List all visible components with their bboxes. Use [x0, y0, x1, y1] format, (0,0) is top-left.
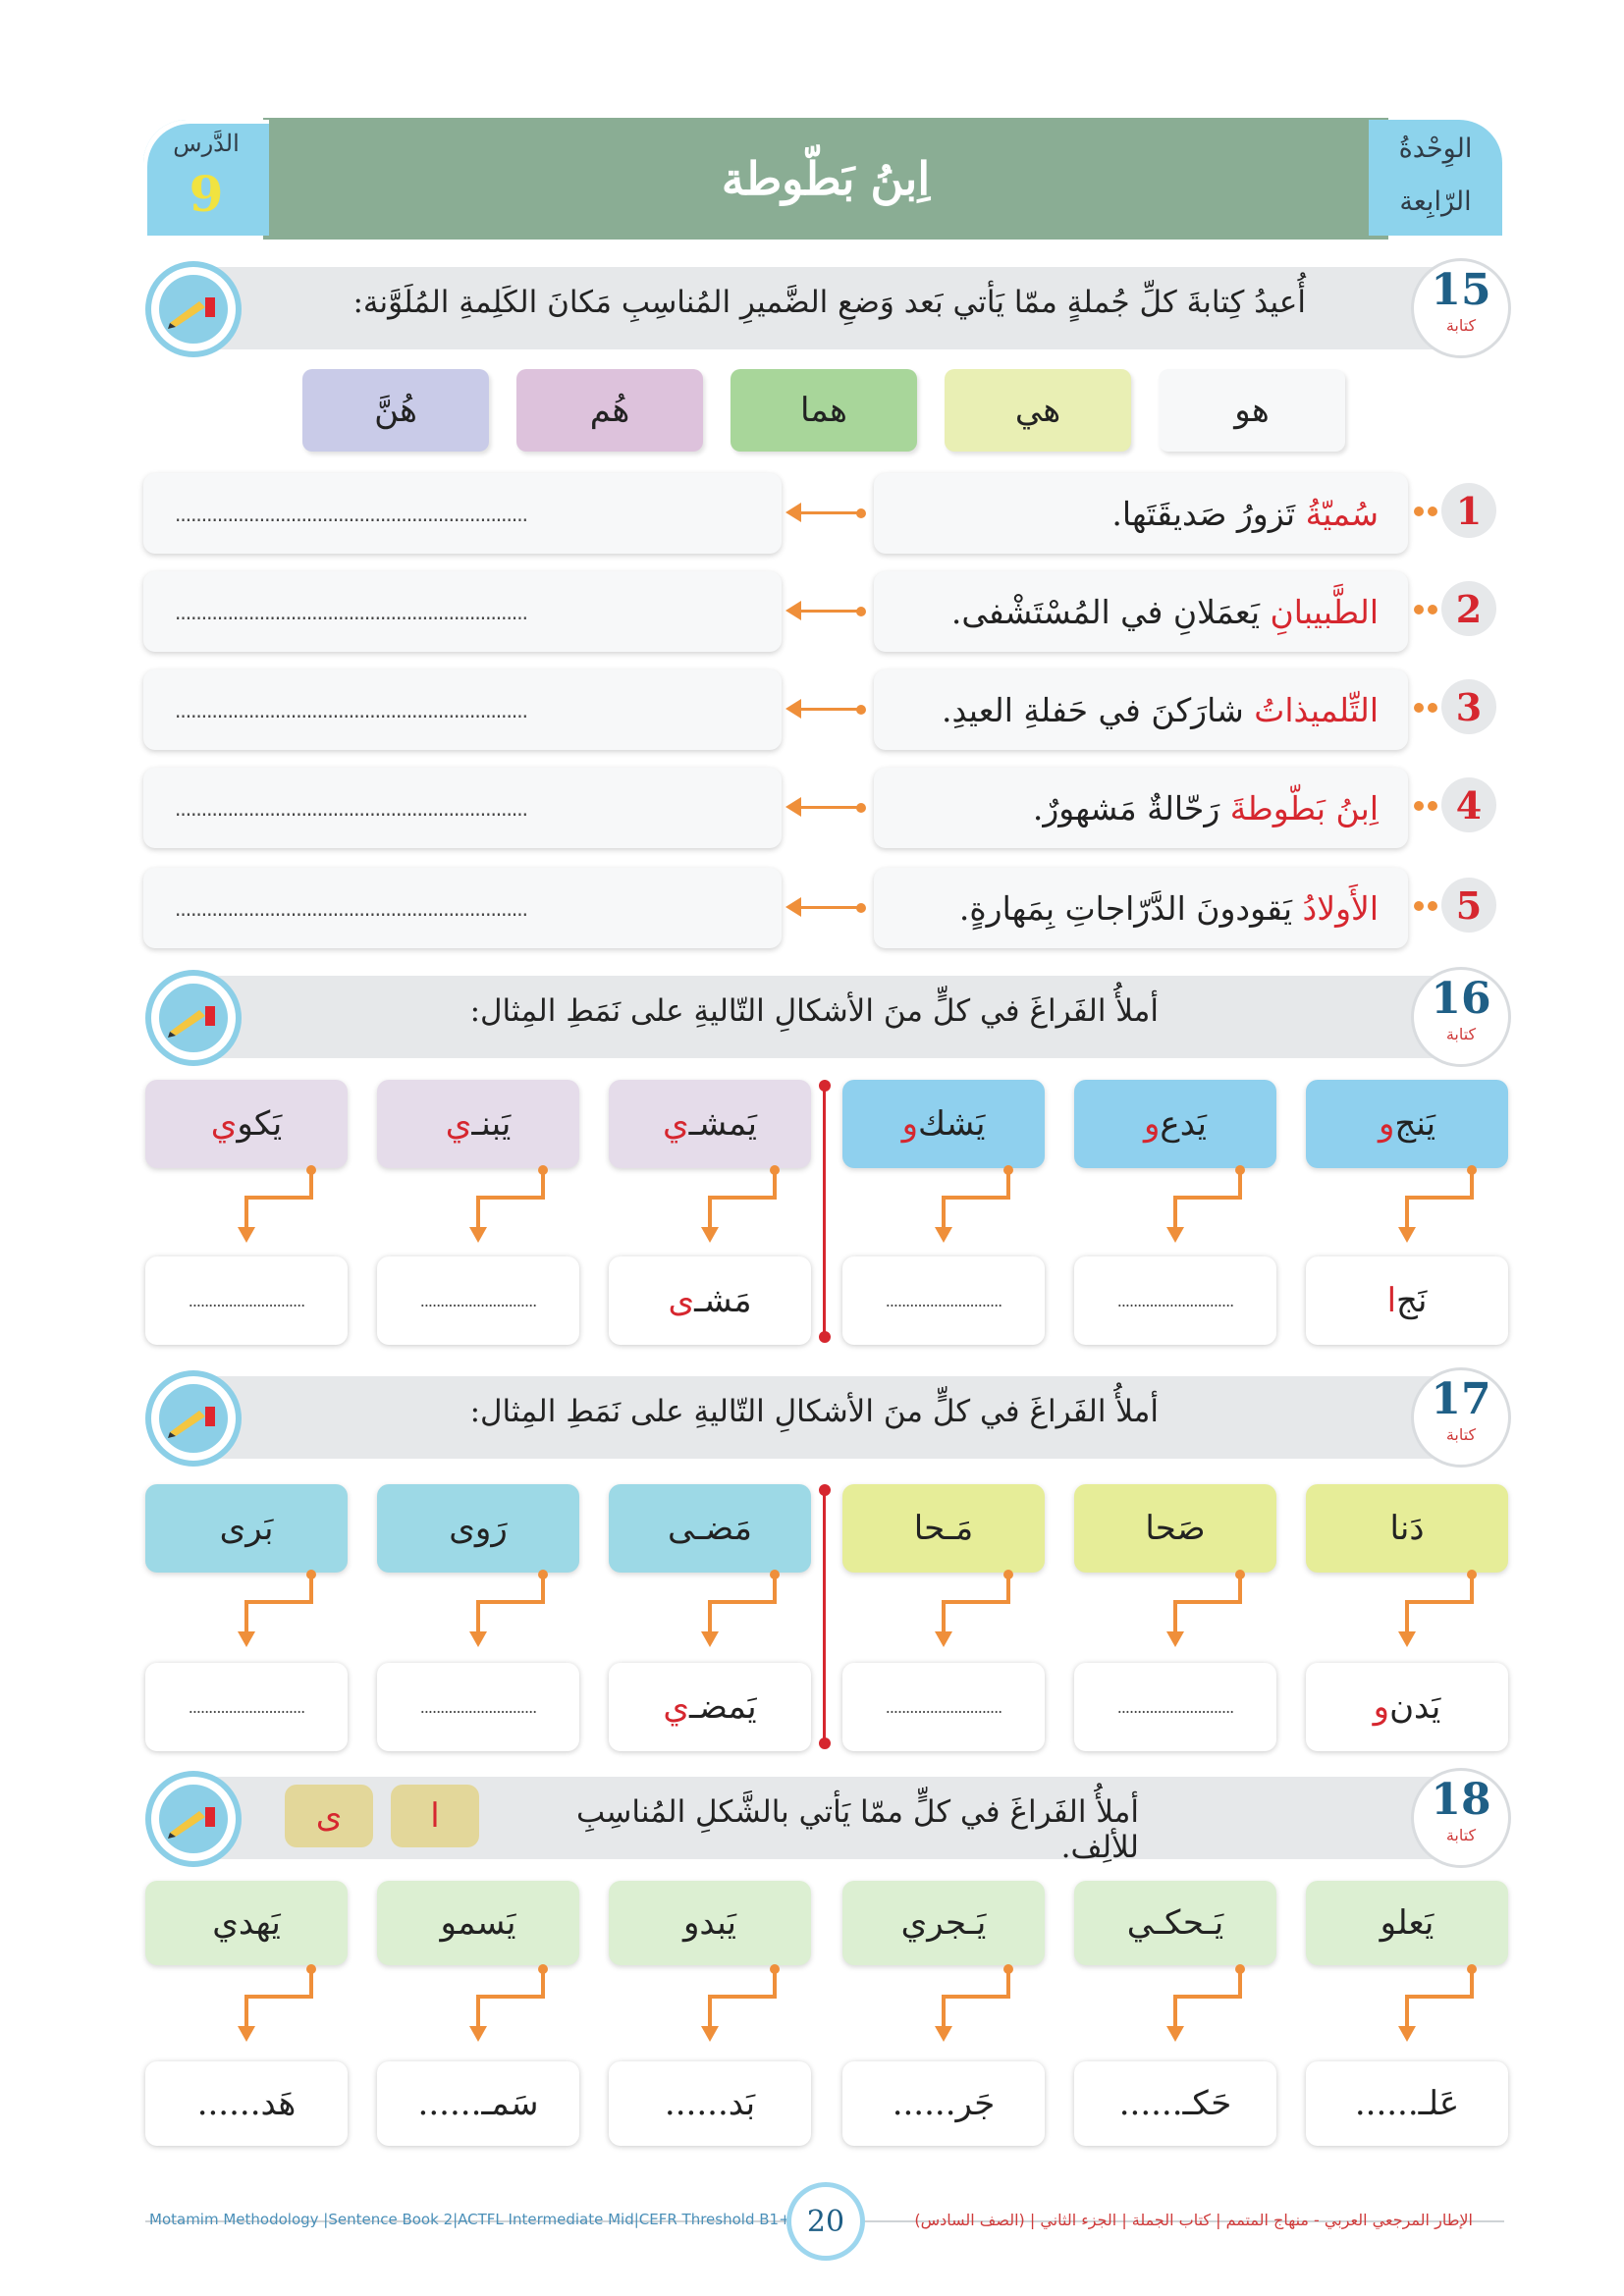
answer-box[interactable]: هَد......: [145, 2061, 348, 2146]
pronoun-chip: هو: [1159, 369, 1345, 452]
word-box: يَبدو: [609, 1881, 811, 1965]
arrow-line: [797, 511, 862, 514]
answer-line[interactable]: ...................................................................: [175, 699, 527, 722]
word-box: يَهدي: [145, 1881, 348, 1965]
step-arrow-icon: [1387, 1963, 1486, 2046]
answer-stem: يَدن: [1389, 1687, 1441, 1727]
divider-dot: [819, 1331, 831, 1343]
section-18-instruction: أملأُ الفَراغَ في كلٍّ ممّا يَأتي بالشَّكلِ المُناسِبِ للألِف.: [575, 1794, 1139, 1865]
footer-curriculum: الإطار المرجعي العربي - منهاج المتمم | كتاب الجملة | الجزء الثاني | (الصف السادس): [914, 2211, 1473, 2229]
answer-blank[interactable]: .............................: [188, 1291, 305, 1310]
word-box: يَعلو: [1306, 1881, 1508, 1965]
answer-stem: يَمضـ: [689, 1687, 757, 1727]
step-arrow-icon: [227, 1963, 325, 2046]
step-arrow-icon: [924, 1164, 1022, 1247]
word-stem: يَكو: [237, 1104, 283, 1144]
pronoun-chip: هُم: [516, 369, 703, 452]
connector-dot: [1428, 703, 1437, 713]
answer-box[interactable]: عَلـ......: [1306, 2061, 1508, 2146]
step-arrow-icon: [690, 1963, 788, 2046]
arrow-left-icon: [785, 897, 801, 917]
arrow-line: [797, 610, 862, 613]
sentence-rest: شارَكنَ في حَفلةِ العيدِ.: [941, 691, 1255, 729]
word-box: يَسمو: [377, 1881, 579, 1965]
word-box: رَوى: [377, 1484, 579, 1573]
sentence-text: [884, 593, 1379, 631]
step-arrow-icon: [459, 1164, 557, 1247]
word-ending: و: [1143, 1104, 1161, 1144]
step-arrow-icon: [690, 1569, 788, 1651]
answer-blank[interactable]: .............................: [188, 1697, 305, 1717]
answer-blank[interactable]: .............................: [1116, 1291, 1234, 1310]
section-17-number: 17: [1431, 1374, 1491, 1424]
colored-word: سُميّةُ: [1305, 495, 1379, 533]
connector-dot: [1414, 703, 1424, 713]
step-arrow-icon: [1387, 1164, 1486, 1247]
section-15-number: 15: [1431, 265, 1491, 315]
arrow-left-icon: [785, 503, 801, 522]
page-title: اِبنُ بَطّوطة: [721, 152, 931, 205]
answer-blank[interactable]: .............................: [419, 1697, 537, 1717]
pronoun-chip: هي: [945, 369, 1131, 452]
answer-line[interactable]: ...................................................................: [175, 601, 527, 624]
answer-box[interactable]: سَمـ......: [377, 2061, 579, 2146]
section-15-instruction: أُعيدُ كِتابةَ كلِّ جُملةٍ ممّا يَأتي بَعد وَضعِ الضَّميرِ المُناسِبِ مَكانَ الكَلِمةِ المُلَوَّنة:: [352, 285, 1306, 320]
row-number: 4: [1441, 777, 1496, 832]
sentence-rest: يَعمَلانِ في المُسْتَشْفى.: [950, 593, 1271, 631]
section-17-instruction: أملأُ الفَراغَ في كلٍّ منَ الأشكالِ التّاليةِ على نَمَطِ المِثال:: [469, 1394, 1159, 1429]
arrow-line: [797, 906, 862, 909]
group-divider: [823, 1086, 826, 1337]
answer-box[interactable]: [842, 1256, 1045, 1345]
answer-ending: ي: [663, 1687, 690, 1727]
answer-ending: ا: [1386, 1281, 1397, 1320]
word-box: بَرى: [145, 1484, 348, 1573]
sentence-text: [884, 495, 1379, 533]
word-box: [377, 1080, 579, 1168]
answer-box[interactable]: [842, 1663, 1045, 1751]
arrow-left-icon: [785, 797, 801, 817]
step-arrow-icon: [459, 1569, 557, 1651]
word-box: مَضـى: [609, 1484, 811, 1573]
row-number: 5: [1441, 878, 1496, 933]
section-16-number: 16: [1431, 974, 1491, 1024]
answer-box[interactable]: [377, 1663, 579, 1751]
section-18-number: 18: [1431, 1775, 1491, 1825]
word-stem: يَدع: [1160, 1104, 1208, 1144]
option-alif-maqsura: ى: [285, 1785, 373, 1847]
sentence-text: [884, 691, 1379, 729]
pencil-icon: [159, 1384, 228, 1453]
pencil-icon: [159, 1785, 228, 1853]
connector-dot: [1414, 901, 1424, 911]
answer-box[interactable]: [1074, 1663, 1276, 1751]
word-ending: و: [901, 1104, 918, 1144]
word-ending: ي: [662, 1104, 689, 1144]
answer-stem: نَج: [1396, 1281, 1428, 1320]
arrow-left-icon: [785, 699, 801, 719]
connector-dot: [1414, 801, 1424, 811]
colored-word: اِبنُ بَطّوطةَ: [1229, 789, 1379, 828]
lesson-label: الدَّرس: [173, 130, 240, 157]
sentence-text: [884, 789, 1379, 828]
answer-line[interactable]: ...................................................................: [175, 897, 527, 921]
section-17-type: كتابة: [1445, 1425, 1477, 1444]
word-box: [842, 1080, 1045, 1168]
answer-box[interactable]: [1306, 1663, 1508, 1751]
connector-dot: [1428, 801, 1437, 811]
sentence-rest: تَزورُ صَديقَتَها.: [1111, 495, 1306, 533]
answer-blank[interactable]: .............................: [885, 1697, 1002, 1717]
colored-word: التِّلميذاتُ: [1254, 691, 1379, 729]
sentence-text: [884, 889, 1379, 928]
arrow-left-icon: [785, 601, 801, 620]
unit-label: الوِحْدةُ: [1398, 133, 1473, 164]
lesson-number: 9: [189, 165, 224, 223]
option-alif: ا: [391, 1785, 479, 1847]
word-box: [609, 1080, 811, 1168]
word-box: [145, 1080, 348, 1168]
connector-dot: [1428, 901, 1437, 911]
step-arrow-icon: [1387, 1569, 1486, 1651]
connector-dot: [1428, 507, 1437, 516]
step-arrow-icon: [924, 1569, 1022, 1651]
step-arrow-icon: [1156, 1164, 1254, 1247]
answer-box[interactable]: [145, 1663, 348, 1751]
answer-stem: مَشـ: [694, 1281, 752, 1320]
answer-box[interactable]: [145, 1256, 348, 1345]
word-ending: ي: [210, 1104, 238, 1144]
word-box: [1306, 1080, 1508, 1168]
step-arrow-icon: [227, 1164, 325, 1247]
divider-dot: [819, 1080, 831, 1092]
answer-box[interactable]: [1306, 1256, 1508, 1345]
word-stem: يَمشـ: [688, 1104, 758, 1144]
section-15-type: كتابة: [1445, 316, 1477, 335]
pencil-icon: [159, 984, 228, 1052]
answer-box[interactable]: حَكـ......: [1074, 2061, 1276, 2146]
answer-box[interactable]: [377, 1256, 579, 1345]
page-number: 20: [791, 2187, 860, 2256]
divider-dot: [819, 1484, 831, 1496]
sentence-rest: رَحّالةٌ مَشهورٌ.: [1032, 789, 1230, 828]
word-ending: و: [1378, 1104, 1395, 1144]
unit-name: الرّابِعة: [1399, 187, 1472, 217]
section-16-instruction: أملأُ الفَراغَ في كلٍّ منَ الأشكالِ التّاليةِ على نَمَطِ المِثال:: [469, 993, 1159, 1029]
connector-dot: [1414, 507, 1424, 516]
pronoun-chip: هما: [731, 369, 917, 452]
answer-ending: ى: [668, 1281, 695, 1320]
arrow-line: [797, 708, 862, 711]
footer-series: Motamim Methodology |Sentence Book 2|ACTFL Intermediate Mid|CEFR Threshold B1+: [149, 2211, 791, 2228]
step-arrow-icon: [1156, 1569, 1254, 1651]
word-box: مَـحا: [842, 1484, 1045, 1573]
answer-box[interactable]: [609, 1663, 811, 1751]
arrow-line: [797, 806, 862, 809]
step-arrow-icon: [1156, 1963, 1254, 2046]
answer-ending: و: [1373, 1687, 1390, 1727]
colored-word: الأَولادُ: [1302, 889, 1379, 928]
answer-line[interactable]: ...................................................................: [175, 503, 527, 526]
step-arrow-icon: [459, 1963, 557, 2046]
connector-dot: [1414, 605, 1424, 614]
answer-box[interactable]: [1074, 1256, 1276, 1345]
word-box: يَـحكـي: [1074, 1881, 1276, 1965]
answer-box[interactable]: جَر......: [842, 2061, 1045, 2146]
pencil-icon: [159, 275, 228, 344]
sentence-rest: يَقودونَ الدَّرّاجاتِ بِمَهارةٍ.: [958, 889, 1303, 928]
answer-line[interactable]: ...................................................................: [175, 797, 527, 821]
step-arrow-icon: [690, 1164, 788, 1247]
word-box: [1074, 1080, 1276, 1168]
step-arrow-icon: [227, 1569, 325, 1651]
answer-box[interactable]: [609, 1256, 811, 1345]
word-stem: يَشك: [917, 1104, 986, 1144]
section-16-type: كتابة: [1445, 1025, 1477, 1043]
group-divider: [823, 1490, 826, 1743]
answer-blank[interactable]: .............................: [1116, 1697, 1234, 1717]
colored-word: الطَّبيبانِ: [1270, 593, 1379, 631]
word-box: يَـجري: [842, 1881, 1045, 1965]
answer-blank[interactable]: .............................: [885, 1291, 1002, 1310]
row-number: 3: [1441, 679, 1496, 734]
answer-blank[interactable]: .............................: [419, 1291, 537, 1310]
pronoun-chip: هُنَّ: [302, 369, 489, 452]
row-number: 1: [1441, 483, 1496, 538]
divider-dot: [819, 1737, 831, 1749]
word-stem: يَبنـ: [471, 1104, 512, 1144]
step-arrow-icon: [924, 1963, 1022, 2046]
connector-dot: [1428, 605, 1437, 614]
row-number: 2: [1441, 581, 1496, 636]
section-18-type: كتابة: [1445, 1826, 1477, 1844]
answer-box[interactable]: بَد......: [609, 2061, 811, 2146]
word-box: صَحا: [1074, 1484, 1276, 1573]
word-ending: ي: [445, 1104, 472, 1144]
word-stem: يَنج: [1394, 1104, 1436, 1144]
word-box: دَنا: [1306, 1484, 1508, 1573]
